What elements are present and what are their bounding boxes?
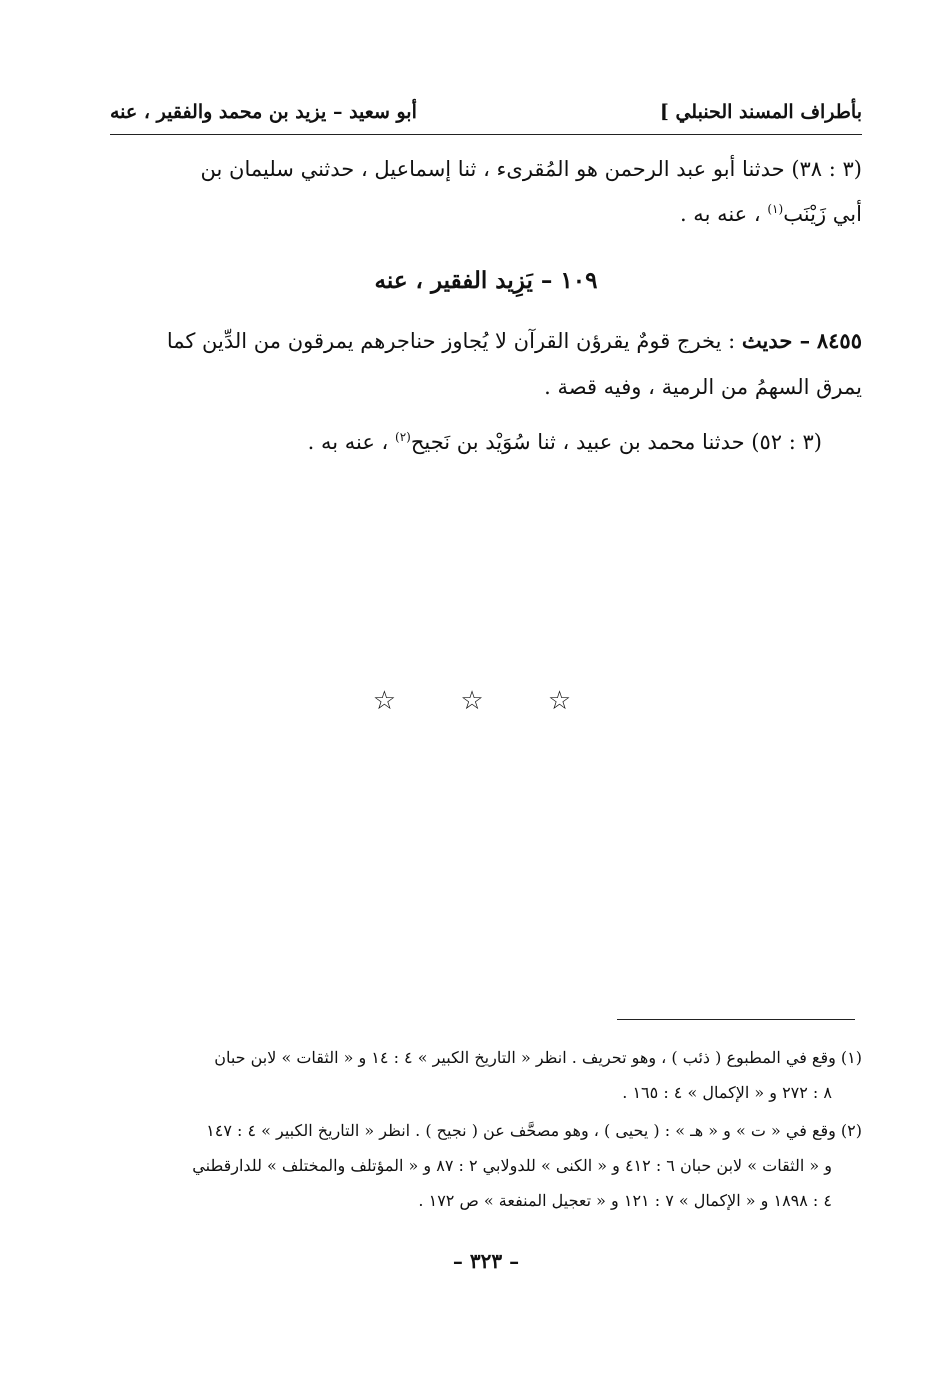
footnote-ref-1: (١) — [767, 202, 784, 216]
book-title: بأطراف المسند الحنبلي ] — [659, 101, 862, 123]
footnote-1-line1: (١) وقع في المطبوع ( ذئب ) ، وهو تحريف . انظر « التاريخ الكبير » ٤ : ١٤ و « الثقات » لابن حبان — [214, 1048, 862, 1067]
footnote-ref-2: (٢) — [395, 430, 411, 444]
footnote-rule — [617, 1019, 855, 1020]
footnote-2-line1: (٢) وقع في « ت » و « هـ » : ( يحيى ) ، وهو مصحَّف عن ( نجيح ) . انظر « التاريخ الكبير » ٤ : ١٤٧ — [206, 1121, 862, 1140]
entry-52-text: (٣ : ٥٢) حدثنا محمد بن عبيد ، ثنا سُوَيْد بن نَجيح — [410, 430, 822, 454]
footnote-2-line2: و « الثقات » لابن حبان ٦ : ٤١٢ و « الكنى » للدولابي ٢ : ٨٧ و « المؤتلف والمختلف » للدارقطني — [192, 1156, 832, 1175]
entry-38-end: ، عنه به . — [679, 202, 761, 226]
hadith-label: – حديث — [741, 328, 811, 353]
page-number: – ٣٢٣ – — [452, 1249, 520, 1273]
footnote-2-line3: ٤ : ١٨٩٨ و « الإكمال » ٧ : ١٢١ و « تعجيل المنفعة » ص ١٧٢ . — [418, 1191, 832, 1210]
entry-52-end: ، عنه به . — [307, 430, 389, 454]
hadith-line2: يمرق السهمُ من الرمية ، وفيه قصة . — [544, 375, 862, 399]
section-heading: ١٠٩ – يَزِيد الفقير ، عنه — [374, 267, 598, 294]
running-header — [110, 92, 862, 132]
entry-38-line1: (٣ : ٣٨) حدثنا أبو عبد الرحمن هو المُقرىء ، ثنا إسماعيل ، حدثني سليمان بن — [200, 157, 862, 181]
entry-38-name: أبي زَيْنَب — [783, 202, 862, 226]
section-divider-stars: ☆ ☆ ☆ — [372, 686, 600, 716]
entry-38-line2 — [110, 199, 862, 229]
narrator-name: أبو سعيد — [349, 101, 417, 123]
header-section — [110, 101, 417, 123]
entry-52 — [110, 427, 822, 457]
hadith-number: ٨٤٥٥ — [816, 328, 862, 353]
footnote-1-line2: ٨ : ٢٧٢ و « الإكمال » ٤ : ١٦٥ . — [622, 1083, 832, 1102]
section-title: – يزيد بن محمد والفقير ، عنه — [110, 101, 343, 123]
header-rule — [110, 134, 862, 135]
hadith-line1 — [110, 326, 862, 356]
hadith-text: : يخرج قومٌ يقرؤن القرآن لا يُجاوز حناجرهم يمرقون من الدِّين كما — [166, 329, 736, 353]
